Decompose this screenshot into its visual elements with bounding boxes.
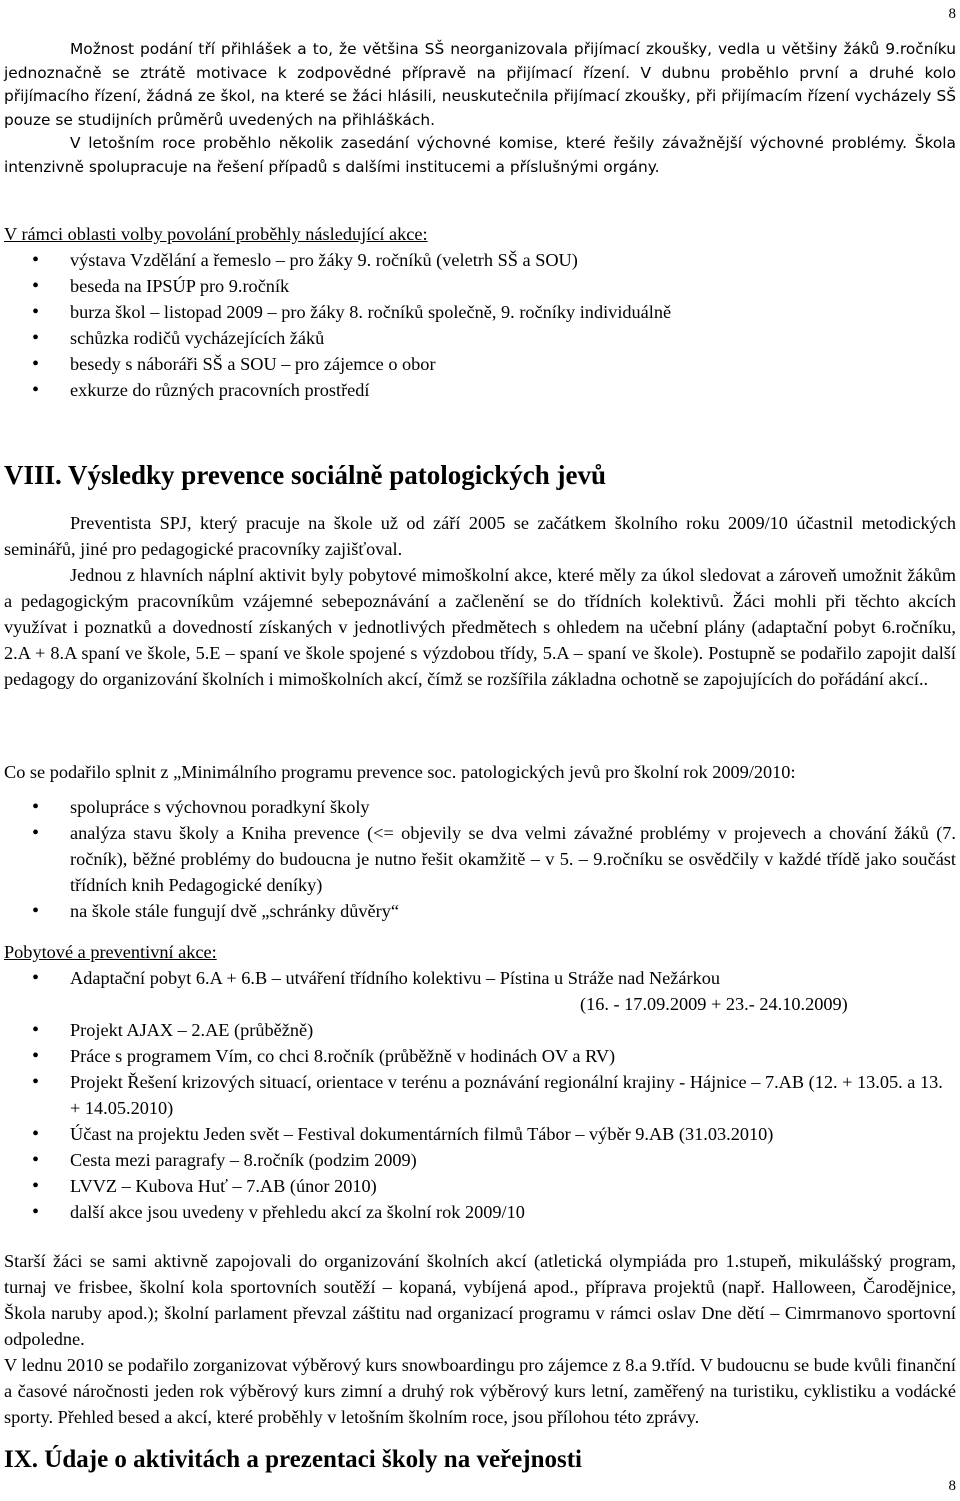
list-item: • Cesta mezi paragrafy – 8.ročník (podzim 2009) [4, 1147, 956, 1173]
list-item: • exkurze do různých pracovních prostředí [4, 377, 956, 403]
chapter-8-title: VIII. Výsledky prevence sociálně patologických jevů [4, 460, 607, 490]
stay-actions-heading: Pobytové a preventivní akce: [4, 942, 217, 962]
stay-actions-list [4, 965, 956, 1225]
paragraph: Jednou z hlavních náplní aktivit byly pobytové mimoškolní akce, které měly za úkol sledovat a zároveň umožnit žákům a pedagogickým pracovníkům vzájemné sebepoznávání a začlenění se do třídních kolektivů. Žáci mohli při těchto akcích využívat i poznatků a dovedností získaných v jednotlivých předmětech s ohledem na učební plány (adaptační pobyt 6.ročníku, 2.A + 8.A spaní ve škole, 5.E – spaní ve škole spojené s výzdobou třídy, 5.A – spaní ve škole). Postupně se podařilo zapojit další pedagogy do organizování školních i mimoškolních akcí, čímž se rozšířila základna ochotně se zapojujících do pořádání akcí.. [4, 565, 956, 689]
list-item: • Účast na projektu Jeden svět – Festival dokumentárních filmů Tábor – výběr 9.AB (31.03.2010) [4, 1121, 956, 1147]
paragraph: Možnost podání tří přihlášek a to, že většina SŠ neorganizovala přijímací zkoušky, vedla u většiny žáků 9.ročníku jednoznačně se ztrátě motivace k zodpovědné přípravě na přijímací řízení. V dubnu proběhlo první a druhé kolo přijímacího řízení, žádná ze škol, na které se žáci hlásili, neuskutečnila přijímací zkoušky, při přijímacím řízení vycházely SŠ pouze se studijních průměrů uvedených na přihláškách. [4, 40, 956, 129]
admission-section [4, 38, 956, 179]
list-item: • na škole stále fungují dvě „schránky důvěry“ [4, 898, 956, 924]
paragraph: V lednu 2010 se podařilo zorganizovat výběrový kurs snowboardingu pro zájemce z 8.a 9.tříd. V budoucnu se bude kvůli finanční a časové náročnosti jeden rok výběrový kurs zimní a druhý rok výběrový kurs letní, zaměřený na turistiku, cyklistiku a vodácké sporty. Přehled besed a akcí, které proběhly v letošním školním roce, jsou přílohou této zprávy. [4, 1355, 956, 1427]
list-item: • Práce s programem Vím, co chci 8.ročník (průběžně v hodinách OV a RV) [4, 1043, 956, 1069]
paragraph: Starší žáci se sami aktivně zapojovali do organizování školních akcí (atletická olympiáda pro 1.stupeň, mikulášský program, turnaj ve frisbee, školní kola sportovních soutěží – kopaná, vybíjená apod., příprava projektů (např. Halloween, Čarodějnice, Škola naruby apod.); školní parlament převzal záštitu nad organizací programu v rámci oslav Dne dětí – Cimrmanovo sportovní odpoledne. [4, 1251, 956, 1349]
paragraph: V letošním roce proběhlo několik zasedání výchovné komise, které řešily závažnější výchovné problémy. Škola intenzivně spolupracuje na řešení případů s dalšími institucemi a příslušnými orgány. [4, 134, 956, 176]
list-item: • besedy s náboráři SŠ a SOU – pro zájemce o obor [4, 351, 956, 377]
page-number-top: 8 [948, 6, 956, 22]
list-item: • analýza stavu školy a Kniha prevence (<= objevily se dva velmi závažné problémy v projevech a chování žáků (7. ročník), běžné problémy do budoucna je nutno řešit okamžitě – v 5. – 9.ročníku se osvědčily v každé třídě jako součást třídních knih Pedagogické deníky) [4, 820, 956, 898]
chapter-9-title: IX. Údaje o aktivitách a prezentaci školy na veřejnosti [4, 1446, 582, 1473]
list-item: • další akce jsou uvedeny v přehledu akcí za školní rok 2009/10 [4, 1199, 956, 1225]
paragraph: Preventista SPJ, který pracuje na škole už od září 2005 se začátkem školního roku 2009/10 účastnil metodických seminářů, jiné pro pedagogické pracovníky zajišťoval. [4, 513, 956, 559]
stay-action-text: Adaptační pobyt 6.A + 6.B – utváření třídního kolektivu – Pístina u Stráže nad Nežárkou [70, 968, 721, 988]
career-actions-block [4, 221, 956, 403]
list-item: • spolupráce s výchovnou poradkyní školy [4, 794, 956, 820]
stay-actions-block [4, 939, 956, 1225]
minimal-program-block [4, 794, 956, 924]
list-item: • Projekt AJAX – 2.AE (průběžně) [4, 1017, 956, 1043]
career-actions-heading: V rámci oblasti volby povolání proběhly následující akce: [4, 224, 428, 244]
career-actions-list [4, 247, 956, 403]
chapter-8-intro [4, 510, 956, 692]
closing-block [4, 1248, 956, 1430]
list-item: • LVVZ – Kubova Huť – 7.AB (únor 2010) [4, 1173, 956, 1199]
list-item: • Projekt Řešení krizových situací, orientace v terénu a poznávání regionální krajiny - Hájnice – 7.AB (12. + 13.05. a 13. + 14.05.2010) [4, 1069, 956, 1121]
list-item: • burza škol – listopad 2009 – pro žáky 8. ročníků společně, 9. ročníky individuálně [4, 299, 956, 325]
stay-action-dates: (16. - 17.09.2009 + 23.- 24.10.2009) [580, 994, 848, 1014]
list-item: • beseda na IPSÚP pro 9.ročník [4, 273, 956, 299]
list-item: • výstava Vzdělání a řemeslo – pro žáky 9. ročníků (veletrh SŠ a SOU) [4, 247, 956, 273]
minimal-program-heading: Co se podařilo splnit z „Minimálního programu prevence soc. patologických jevů pro školní rok 2009/2010: [4, 762, 796, 782]
minimal-program-list [4, 794, 956, 924]
page-number-bottom: 8 [948, 1478, 956, 1494]
list-item: • schůzka rodičů vycházejících žáků [4, 325, 956, 351]
list-item [4, 965, 956, 1017]
